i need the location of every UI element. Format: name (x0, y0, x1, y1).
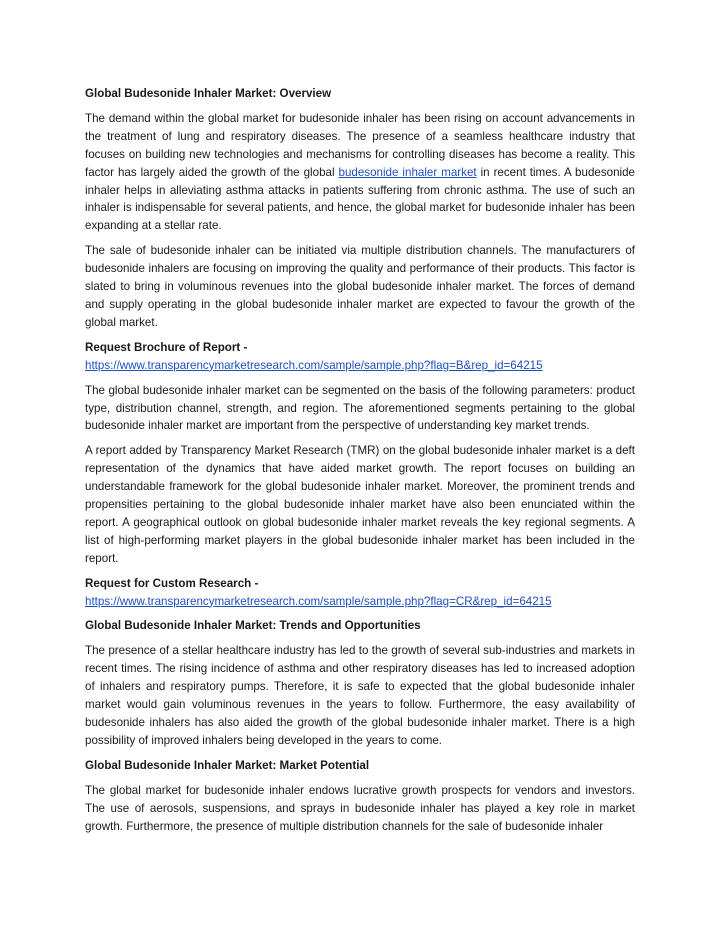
report-paragraph: A report added by Transparency Market Research (TMR) on the global budesonide inhaler market is a deft representation of the dynamics that have aided market growth. The report focuses on building an understandable framework for the global budesonide inhaler market. Moreover, the prominent trends and propensities pertaining to the global budesonide inhaler market have also been enunciated within the report. A geographical outlook on global budesonide inhaler market reveals the key regional segments. A list of high-performing market players in the global budesonide inhaler market has been included in the report. (85, 444, 635, 565)
overview-p1-text-before: The demand within the global market for budesonide inhaler has been rising on account advancements in the treatment of lung and respiratory diseases. The presence of a seamless healthcare industry that focuses on building new technologies and mechanisms for controlling diseases has become a reality. This factor has largely aided the growth of the global (85, 111, 635, 179)
potential-paragraph: The global market for budesonide inhaler endows lucrative growth prospects for vendors and investors. The use of aerosols, suspensions, and sprays in budesonide inhaler has played a key role in market growth. Furthermore, the presence of multiple distribution channels for the sale of budesonide inhaler (85, 783, 635, 833)
overview-paragraph-2: The sale of budesonide inhaler can be initiated via multiple distribution channels. The manufacturers of budesonide inhalers are focusing on improving the quality and performance of their products. This factor is slated to bring in voluminous revenues into the global budesonide inhaler market. The forces of demand and supply operating in the global budesonide inhaler market are expected to favour the growth of the global market. (85, 244, 635, 329)
trends-paragraph: The presence of a stellar healthcare industry has led to the growth of several sub-industries and markets in recent times. The rising incidence of asthma and other respiratory diseases has led to increased adoption of inhalers and respiratory pumps. Therefore, it is safe to expected that the global budesonide inhaler market would gain voluminous revenues in the years to follow. Furthermore, the easy availability of budesonide inhalers has also aided the growth of the global budesonide inhaler market. There is a high possibility of improved inhalers being developed in the years to come. (85, 644, 635, 747)
custom-research-request (85, 575, 635, 611)
brochure-label: Request Brochure of Report - (85, 340, 248, 354)
document-body (85, 85, 635, 842)
budesonide-market-link[interactable]: budesonide inhaler market (338, 165, 477, 179)
overview-paragraph-1 (85, 110, 635, 235)
trends-heading: Global Budesonide Inhaler Market: Trends and Opportunities (85, 619, 421, 633)
segmentation-paragraph: The global budesonide inhaler market can be segmented on the basis of the following parameters: product type, distribution channel, strength, and region. The aforementioned segments pertaining to the global budesonide inhaler market are important from the perspective of understanding key market trends. (85, 383, 635, 433)
overview-p1-text-after: in recent times. A budesonide inhaler helps in alleviating asthma attacks in patients suffering from chronic asthma. The use of such an inhaler is indispensable for several patients, and hence, the global market for budesonide inhaler has been expanding at a stellar rate. (85, 165, 636, 233)
custom-research-label: Request for Custom Research - (85, 576, 259, 590)
brochure-link[interactable]: https://www.transparencymarketresearch.com/sample/sample.php?flag=B&rep_id=64215 (85, 358, 543, 372)
potential-heading: Global Budesonide Inhaler Market: Market Potential (85, 758, 370, 772)
brochure-request (85, 339, 635, 375)
overview-heading: Global Budesonide Inhaler Market: Overview (85, 87, 332, 100)
custom-research-link[interactable]: https://www.transparencymarketresearch.com/sample/sample.php?flag=CR&rep_id=64215 (85, 594, 552, 608)
